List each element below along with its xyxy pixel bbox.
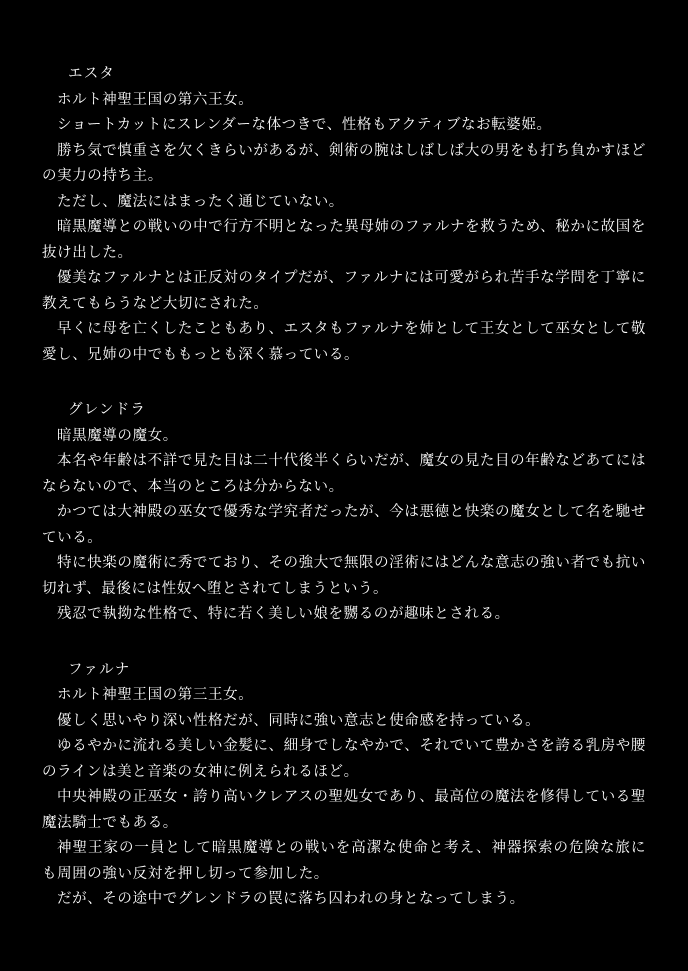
paragraph: 特に快楽の魔術に秀でており、その強大で無限の淫術にはどんな意志の強い者でも抗い切れず、最後には性奴へ堕とされてしまうという。 [42, 555, 646, 597]
paragraph: かつては大神殿の巫女で優秀な学究者だったが、今は悪徳と快楽の魔女として名を馳せている。 [42, 504, 646, 546]
character-section-esta [42, 62, 646, 368]
character-name: ファルナ [68, 661, 131, 678]
character-name: エスタ [68, 66, 116, 82]
character-section-grendora [42, 398, 646, 628]
paragraph: だが、その途中でグレンドラの罠に落ち囚われの身となってしまう。 [57, 891, 525, 907]
paragraph: 優しく思いやり深い性格だが、同時に強い意志と使命感を持っている。 [57, 712, 541, 729]
character-name: グレンドラ [68, 402, 147, 418]
paragraph: 暗黒魔導との戦いの中で行方不明となった異母姉のファルナを救うため、秘かに故国を抜け出した。 [42, 219, 646, 261]
paragraph: 中央神殿の正巫女・誇り高いクレアスの聖処女であり、最高位の魔法を修得している聖魔法騎士でもある。 [42, 789, 646, 831]
paragraph: 暗黒魔導の魔女。 [57, 427, 178, 444]
paragraph: ただし、魔法にはまったく通じていない。 [57, 193, 344, 210]
paragraph: ホルト神聖王国の第三王女。 [57, 687, 254, 703]
character-section-faluna [42, 658, 646, 913]
paragraph: 神聖王家の一員として暗黒魔導との戦いを高潔な使命と考え、神器探索の危険な旅にも周囲の強い反対を押し切って参加した。 [42, 840, 646, 882]
paragraph: ゆるやかに流れる美しい金髪に、細身でしなやかで、それでいて豊かさを誇る乳房や腰のラインは美と音楽の女神に例えられるほど。 [42, 738, 646, 780]
paragraph: 優美なファルナとは正反対のタイプだが、ファルナには可愛がられ苦手な学問を丁寧に教えてもらうなど大切にされた。 [42, 270, 646, 312]
paragraph: 本名や年齢は不詳で見た目は二十代後半くらいだが、魔女の見た目の年齢などあてにはならないので、本当のところは分からない。 [42, 453, 646, 495]
paragraph: 勝ち気で慎重さを欠くきらいがあるが、剣術の腕はしばしば大の男をも打ち負かすほどの実力の持ち主。 [42, 142, 646, 184]
paragraph: ホルト神聖王国の第六王女。 [57, 91, 254, 108]
paragraph: 残忍で執拗な性格で、特に若く美しい娘を嬲るのが趣味とされる。 [57, 606, 510, 622]
paragraph: ショートカットにスレンダーな体つきで、性格もアクティブなお転婆姫。 [57, 117, 552, 133]
paragraph: 早くに母を亡くしたこともあり、エスタもファルナを姉として王女として巫女として敬愛し、兄姉の中でももっとも深く慕っている。 [42, 321, 646, 363]
